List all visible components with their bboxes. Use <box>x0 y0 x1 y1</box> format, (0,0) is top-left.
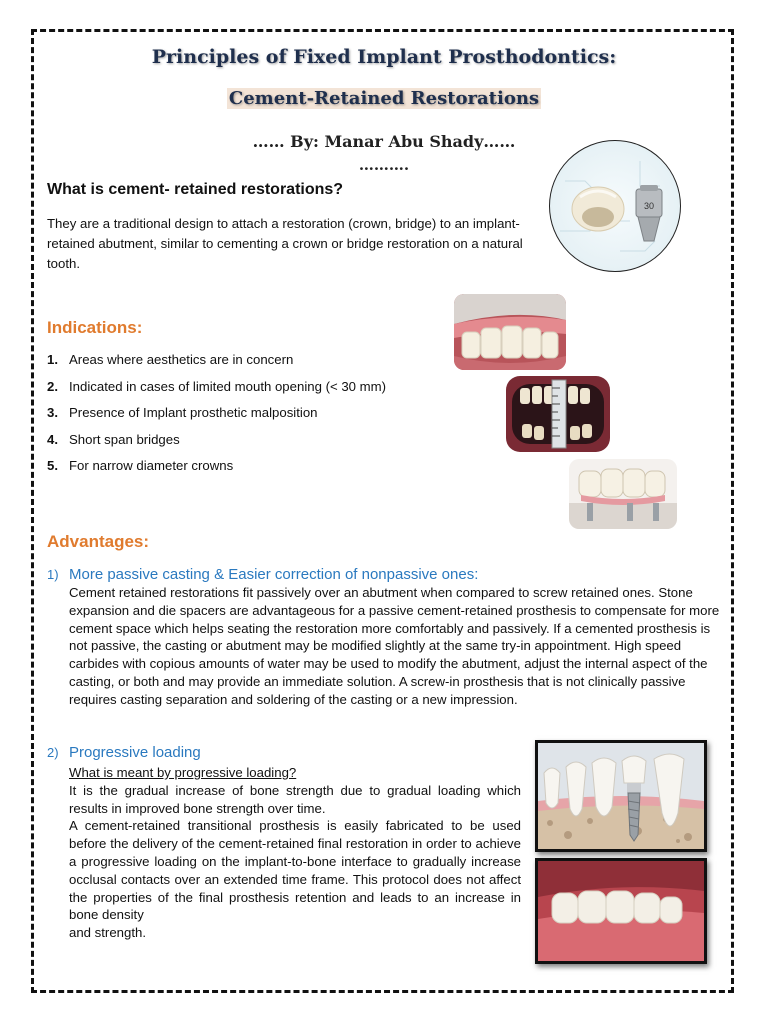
author-byline: …… By: Manar Abu Shady…… <box>252 132 516 151</box>
bridge-model-photo <box>569 459 677 529</box>
smile-photo <box>454 294 566 370</box>
advantage-1-title: 1) More passive casting & Easier correction of nonpassive ones: <box>47 566 479 583</box>
advantage-2-para3: and strength. <box>69 925 146 941</box>
advantage-2-para1: It is the gradual increase of bone strength due to gradual loading which results in improved bone strength over time. <box>69 782 521 816</box>
list-item: 5. For narrow diameter crowns <box>47 458 234 473</box>
indications-heading: Indications: <box>47 318 143 337</box>
intro-text: They are a traditional design to attach a restoration (crown, bridge) to an implant-retained abutment, similar to cementing a crown or bridge restoration on a natural tooth. <box>47 216 523 271</box>
page-subtitle <box>0 88 768 109</box>
mouth-opening-photo <box>506 376 610 452</box>
advantage-2-body <box>69 764 521 942</box>
byline-dots: ………. <box>358 156 410 174</box>
implant-model-photo <box>535 740 707 852</box>
list-item: 2. Indicated in cases of limited mouth opening (< 30 mm) <box>47 378 387 394</box>
list-item: 4. Short span bridges <box>47 431 180 447</box>
advantage-2-question: What is meant by progressive loading? <box>69 765 297 780</box>
intro-heading: What is cement- retained restorations? <box>47 181 344 198</box>
advantages-heading: Advantages: <box>47 532 150 551</box>
subtitle-text: Cement-Retained Restorations <box>228 88 540 109</box>
advantage-2-para2: A cement-retained transitional prosthesis is easily fabricated to be used before the delivery of the cement-retained final restoration in order to achieve a progressive loading on the implant-to-bone interface to gradually increase occlusal contacts over an extended time frame. This protocol does not affect the properties of the final prosthesis retention and leads to an increase in bone density <box>69 818 521 923</box>
list-item: 3. Presence of Implant prosthetic malposition <box>47 405 318 420</box>
advantage-1-body: Cement retained restorations fit passively over an abutment when compared to screw retained ones. Stone expansion and die spacers are advantageous for a passive cement-retained prosthesis to compensate for more cement space which helps seating the restoration more comfortably and passively. If a cemented prosthesis is not passive, the casting or abutment may be modified slightly at the same try-in appointment. High speed carbides with copious amounts of water may be used to modify the abutment, adjust the internal aspect of the casting, or both and may provide an immediate solution. A screw-in prosthesis that is not clinically passive requires casting separation and soldering of the casting or a new impression. <box>69 585 720 707</box>
crown-abutment-image <box>549 140 681 272</box>
page-title: Principles of Fixed Implant Prosthodontics: <box>151 46 617 68</box>
list-item: 1. Areas where aesthetics are in concern <box>47 352 294 367</box>
abutment-label: 30 <box>643 201 655 211</box>
final-restoration-photo <box>535 858 707 964</box>
indications-list <box>47 349 447 482</box>
advantage-2-title: 2) Progressive loading <box>47 744 201 761</box>
